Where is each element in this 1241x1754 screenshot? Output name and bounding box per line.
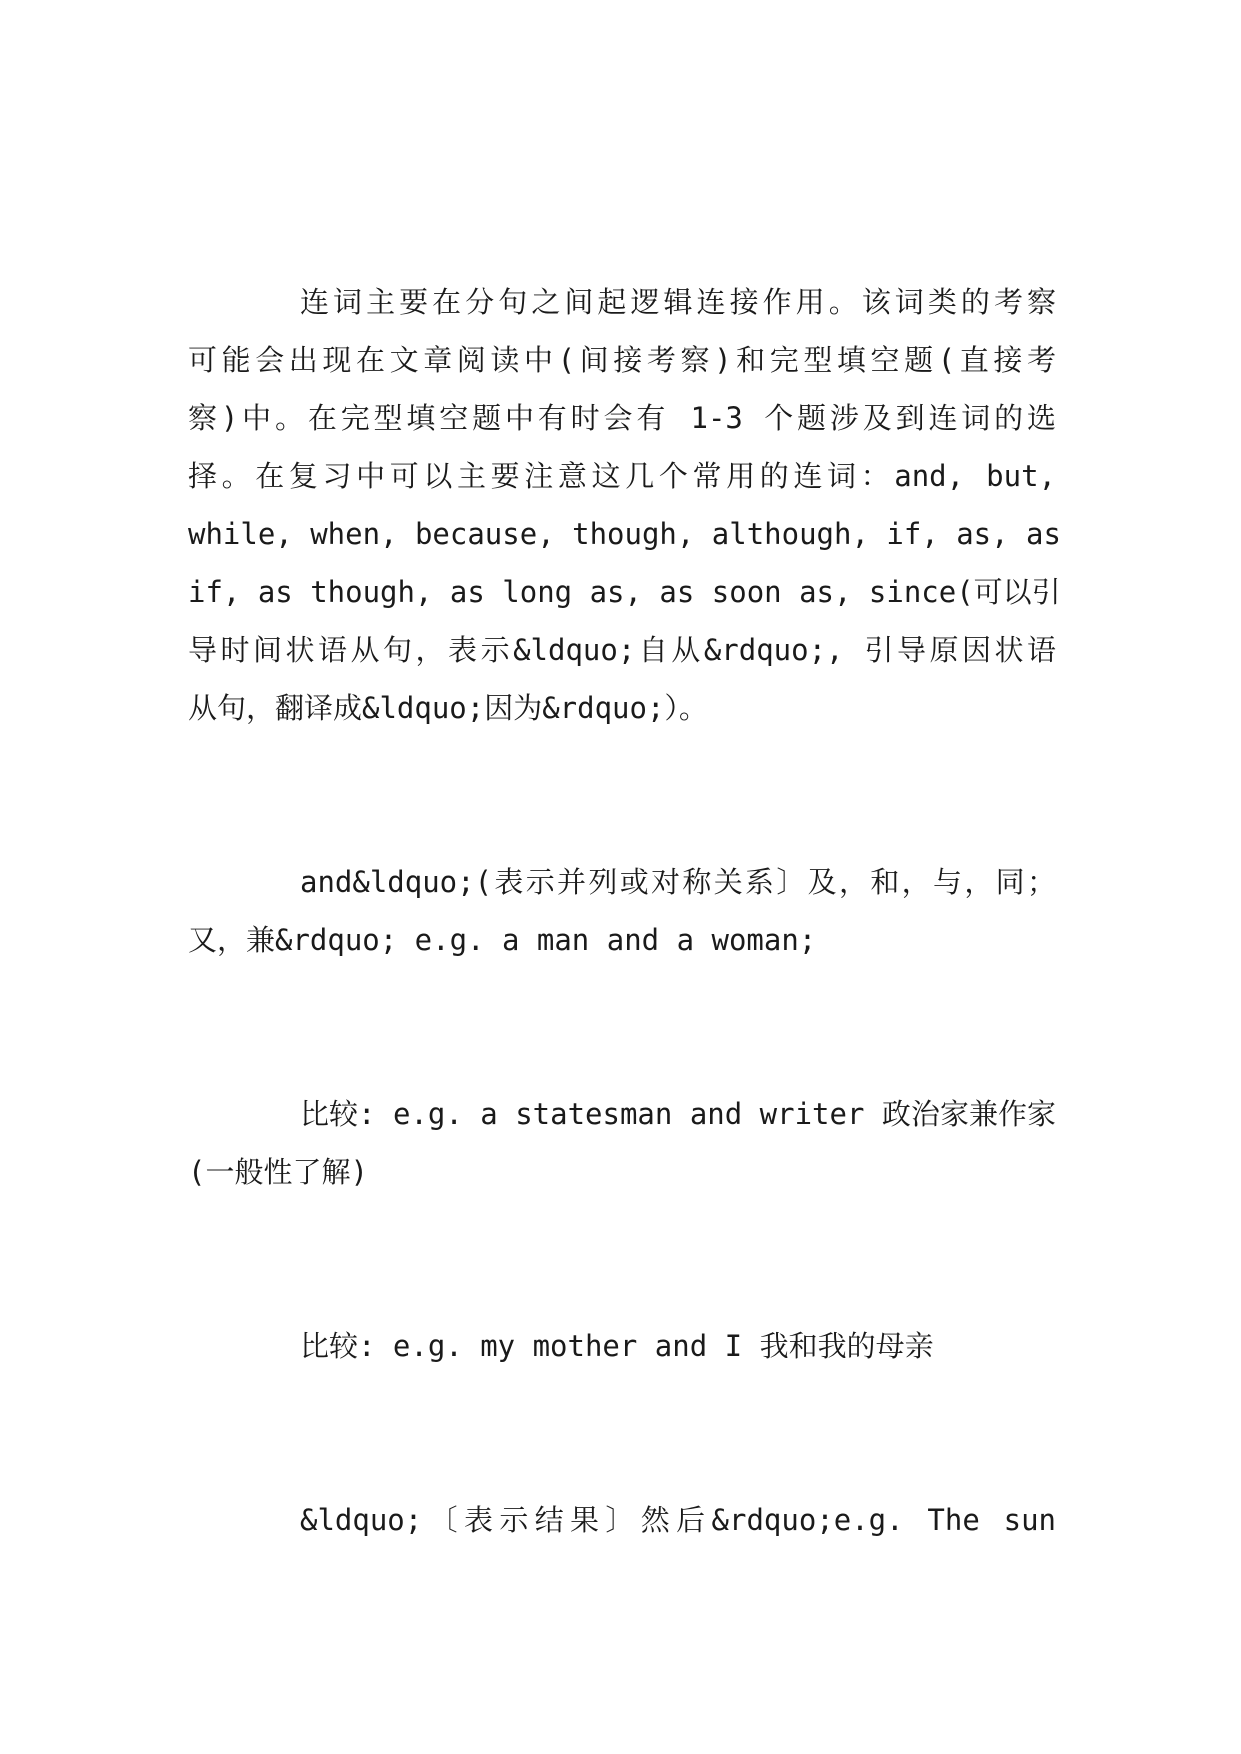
paragraph-line: 连词主要在分句之间起逻辑连接作用。该词类的考察: [300, 285, 1056, 319]
paragraph-line: 可能会出现在文章阅读中(间接考察)和完型填空题(直接考: [188, 343, 1056, 377]
paragraph-line: 比较: e.g. my mother and I 我和我的母亲: [300, 1329, 934, 1363]
paragraph-line: 导时间状语从句，表示&ldquo;自从&rdquo;, 引导原因状语: [188, 633, 1056, 667]
paragraph-line: 择。在复习中可以主要注意这几个常用的连词：and, but,: [188, 459, 1056, 493]
paragraph-line: and&ldquo;(表示并列或对称关系〕及，和，与，同；: [300, 865, 1056, 899]
paragraph-line: if, as though, as long as, as soon as, since(可以引: [188, 575, 1061, 609]
paragraph-line: 从句，翻译成&ldquo;因为&rdquo;）。: [188, 691, 708, 725]
paragraph-line: 比较: e.g. a statesman and writer 政治家兼作家: [300, 1097, 1056, 1131]
paragraph-line: 又，兼&rdquo; e.g. a man and a woman;: [188, 923, 817, 957]
paragraph-line: 察)中。在完型填空题中有时会有 1-3 个题涉及到连词的选: [188, 401, 1056, 435]
paragraph-line: (一般性了解): [188, 1155, 368, 1189]
paragraph-line: &ldquo;〔表示结果〕然后&rdquo;e.g. The sun: [300, 1503, 1056, 1537]
paragraph-line: while, when, because, though, although, if, as, as: [188, 517, 1061, 551]
